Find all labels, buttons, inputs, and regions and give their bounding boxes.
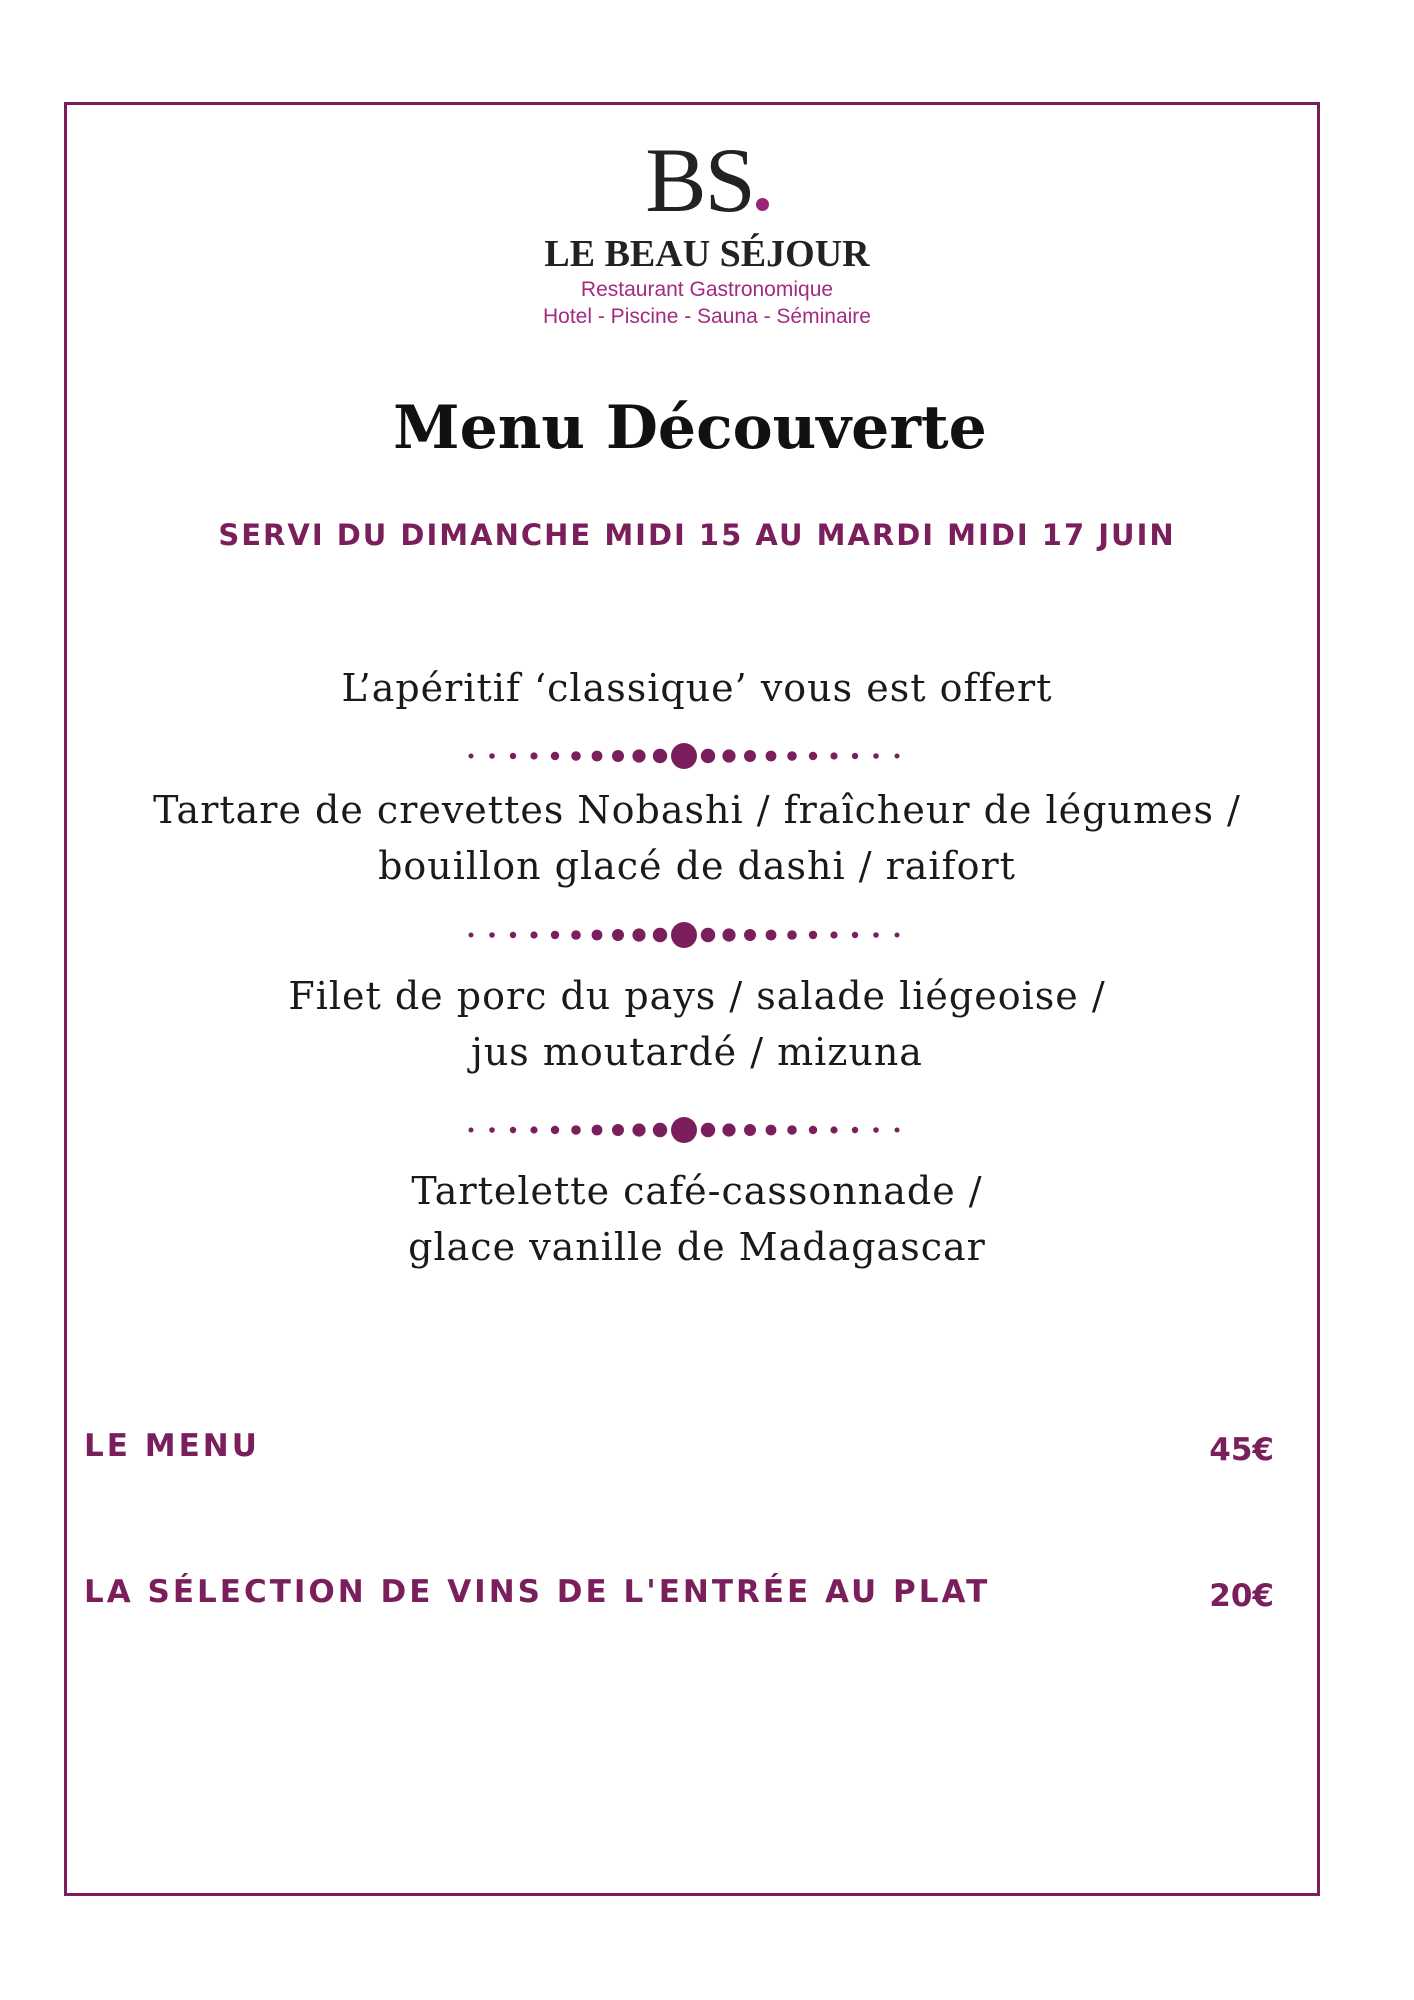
- course-starter: [0, 782, 1394, 894]
- separator-dot: [571, 1125, 581, 1135]
- separator-center-dot: [671, 922, 697, 948]
- logo-tagline-2: Hotel - Piscine - Sauna - Séminaire: [543, 305, 871, 328]
- separator-dot: [469, 754, 474, 759]
- aperitif-line: L’apéritif ‘classique’ vous est offert: [341, 666, 1053, 710]
- separator-dot: [489, 753, 495, 759]
- separator-dot: [809, 1126, 817, 1134]
- separator-dot: [592, 1125, 603, 1136]
- course-line: Filet de porc du pays / salade liégeoise /: [288, 974, 1106, 1018]
- separator-dot: [787, 1125, 797, 1135]
- course-line: Tartelette café-cassonnade /: [411, 1169, 983, 1213]
- separator-dot: [744, 1124, 756, 1136]
- separator-dot: [701, 928, 715, 942]
- separator-dot: [701, 749, 715, 763]
- separator-dot: [701, 1123, 715, 1137]
- separator-dot: [852, 932, 858, 938]
- separator-dot: [632, 749, 645, 762]
- separator-dot: [873, 932, 879, 938]
- separator-dot: [809, 752, 817, 760]
- separator-dot: [551, 1126, 559, 1134]
- separator-dot: [722, 928, 735, 941]
- separator-dot: [469, 933, 474, 938]
- separator-dot: [830, 931, 837, 938]
- separator-dot: [787, 930, 797, 940]
- separator-dot: [510, 932, 516, 938]
- price-amount: 20€: [1209, 1578, 1274, 1614]
- separator-dot: [551, 931, 559, 939]
- dot-separator: [0, 741, 1394, 771]
- separator-dot: [766, 1125, 777, 1136]
- separator-dot: [722, 1123, 735, 1136]
- separator-dot: [612, 1124, 624, 1136]
- dot-separator: [0, 1115, 1394, 1145]
- price-label: LE MENU: [84, 1428, 260, 1464]
- separator-dot: [895, 754, 900, 759]
- separator-center-dot: [671, 1117, 697, 1143]
- menu-title: Menu Découverte: [393, 393, 987, 463]
- separator-dot: [830, 752, 837, 759]
- separator-dot: [571, 751, 581, 761]
- logo-monogram: BS: [0, 130, 1414, 230]
- separator-dot: [612, 750, 624, 762]
- separator-dot: [809, 931, 817, 939]
- separator-dot: [653, 749, 667, 763]
- separator-dot: [592, 930, 603, 941]
- separator-dot: [510, 753, 516, 759]
- separator-dot: [766, 930, 777, 941]
- separator-dot: [895, 1128, 900, 1133]
- separator-center-dot: [671, 743, 697, 769]
- separator-dot: [766, 751, 777, 762]
- logo-tagline-1: Restaurant Gastronomique: [580, 278, 834, 301]
- separator-dot: [530, 931, 537, 938]
- separator-dot: [510, 1127, 516, 1133]
- separator-dot: [571, 930, 581, 940]
- separator-dot: [722, 749, 735, 762]
- separator-dot: [895, 933, 900, 938]
- restaurant-logo: [0, 130, 1414, 330]
- separator-dot: [744, 750, 756, 762]
- course-line: bouillon glacé de dashi / raifort: [378, 844, 1016, 888]
- separator-dot: [653, 928, 667, 942]
- dot-separator: [0, 920, 1394, 950]
- separator-dot: [592, 751, 603, 762]
- course-line: glace vanille de Madagascar: [408, 1225, 986, 1269]
- separator-dot: [653, 1123, 667, 1137]
- separator-dot: [489, 932, 495, 938]
- price-label: LA SÉLECTION DE VINS DE L'ENTRÉE AU PLAT: [84, 1574, 991, 1610]
- course-main: [0, 968, 1394, 1080]
- separator-dot: [852, 753, 858, 759]
- course-line: jus moutardé / mizuna: [471, 1030, 923, 1074]
- separator-dot: [787, 751, 797, 761]
- served-dates: SERVI DU DIMANCHE MIDI 15 AU MARDI MIDI 17 JUIN: [218, 518, 1176, 552]
- course-line: Tartare de crevettes Nobashi / fraîcheur de légumes /: [153, 788, 1241, 832]
- separator-dot: [744, 929, 756, 941]
- separator-dot: [632, 928, 645, 941]
- separator-dot: [551, 752, 559, 760]
- separator-dot: [632, 1123, 645, 1136]
- separator-dot: [530, 752, 537, 759]
- logo-dot: [756, 198, 769, 211]
- separator-dot: [873, 753, 879, 759]
- separator-dot: [830, 1126, 837, 1133]
- separator-dot: [469, 1128, 474, 1133]
- separator-dot: [852, 1127, 858, 1133]
- separator-dot: [873, 1127, 879, 1133]
- separator-dot: [489, 1127, 495, 1133]
- separator-dot: [612, 929, 624, 941]
- logo-restaurant-name: LE BEAU SÉJOUR: [544, 233, 870, 275]
- separator-dot: [530, 1126, 537, 1133]
- price-amount: 45€: [1209, 1432, 1274, 1468]
- course-dessert: [0, 1163, 1394, 1275]
